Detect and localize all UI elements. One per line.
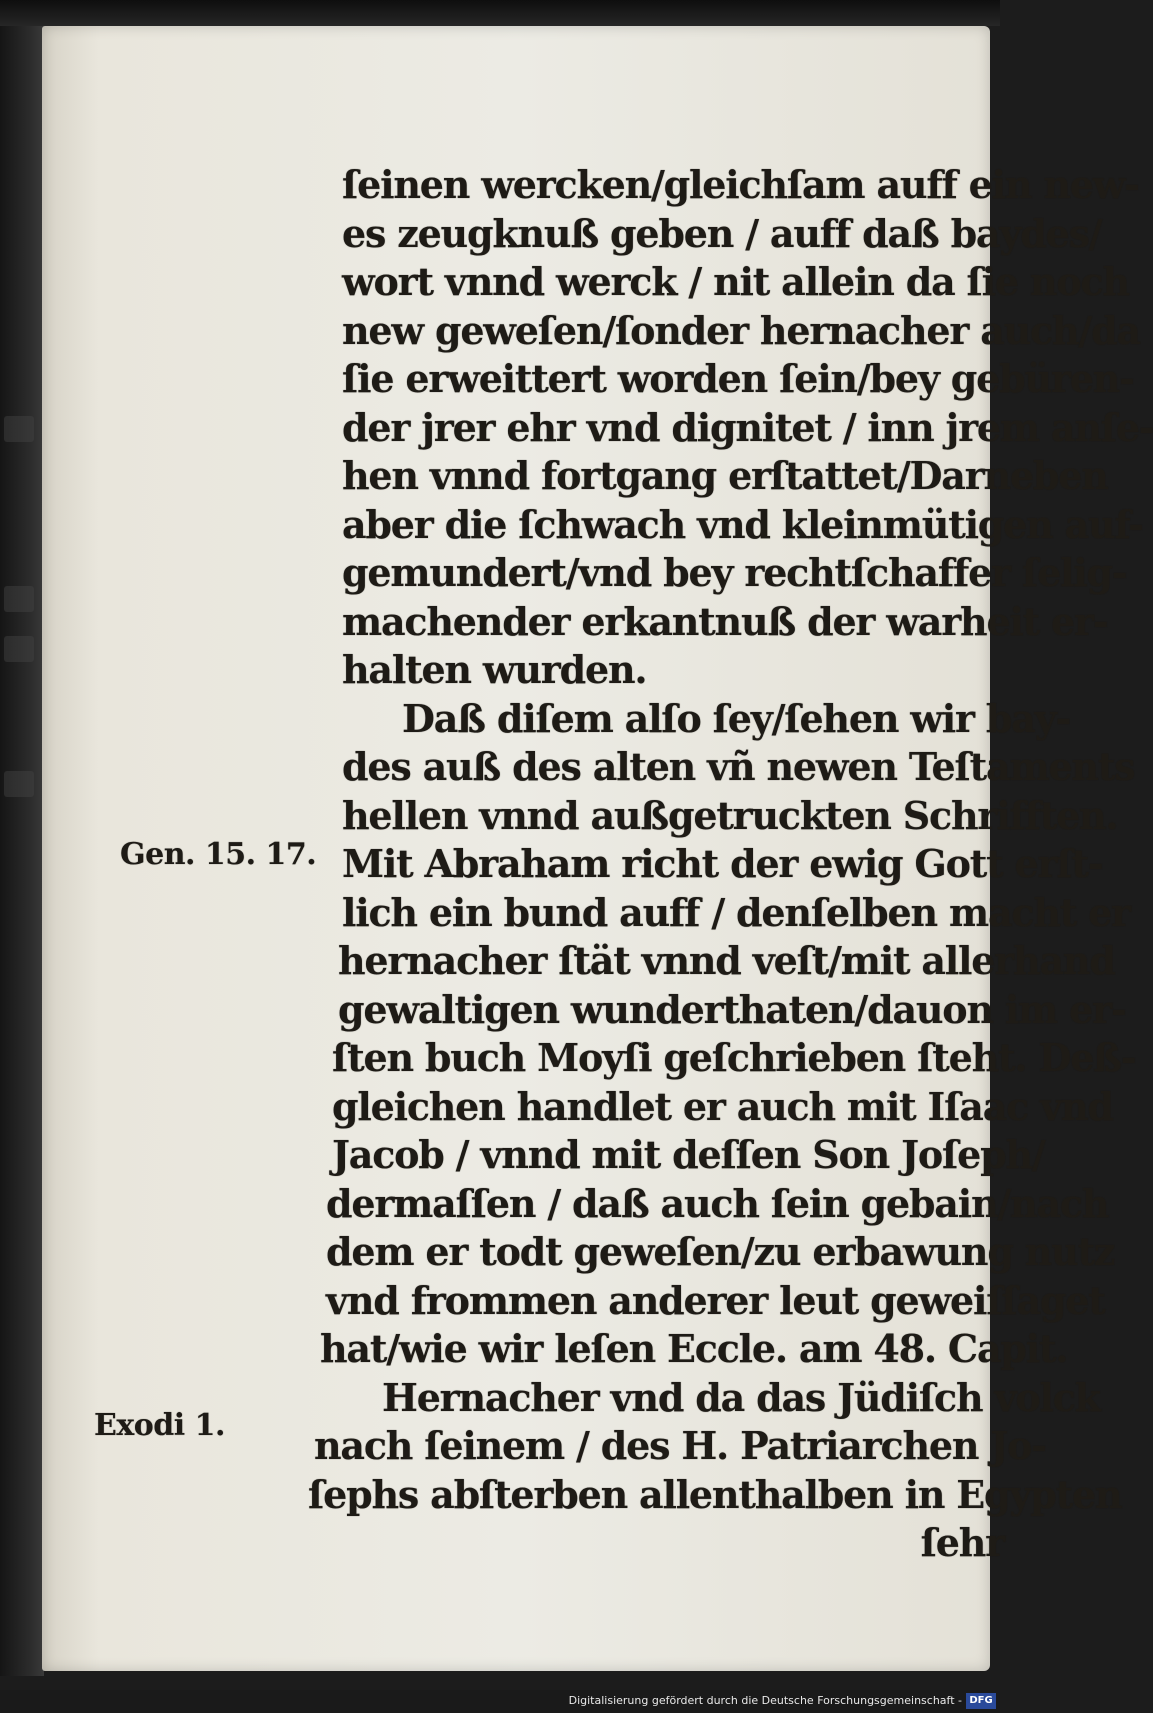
- text-line: hellen vnnd außgetruckten Schrifften.: [342, 792, 1118, 838]
- text-line: halten wurden.: [342, 647, 647, 692]
- text-line: dermaſſen / daß auch ſein gebain/nach: [326, 1180, 1109, 1226]
- text-line: des auß des alten vñ newen Teſtaments: [342, 744, 1135, 789]
- edge-bleed-mark: [4, 416, 34, 442]
- text-line: hen vnnd fortgang erſtattet/Darneben: [342, 453, 1108, 498]
- edge-bleed-mark: [4, 586, 34, 612]
- text-line: vnd frommen anderer leut geweiſſaget: [326, 1277, 1105, 1323]
- body-text: [308, 161, 1153, 1568]
- text-line: Hernacher vnd da das Jüdiſch volck: [382, 1374, 1100, 1420]
- text-line: Daß diſem alſo ſey/ſehen wir bay-: [402, 695, 1071, 741]
- catchword: ſehr: [920, 1520, 1004, 1565]
- text-line: gemundert/vnd bey rechtſchaffer ſelig-: [342, 550, 1127, 595]
- edge-bleed-mark: [4, 771, 34, 797]
- edge-bleed-mark: [4, 636, 34, 662]
- text-line: der jrer ehr vnd dignitet / inn jrem anſe-: [342, 404, 1153, 450]
- scan-left-edge: [0, 26, 44, 1676]
- text-line: gleichen handlet er auch mit Iſaac vnd: [332, 1083, 1113, 1129]
- text-line: dem er todt geweſen/zu erbawung nutz: [326, 1229, 1115, 1274]
- text-line: hat/wie wir leſen Eccle. am 48. Capit.: [320, 1326, 1068, 1371]
- text-line: es zeugknuß geben / auff daß baydes/: [342, 210, 1102, 256]
- text-line: ſie erweittert worden ſein/bey gebüren-: [342, 356, 1134, 401]
- text-line: ſephs abſterben allenthalben in Egypten: [308, 1471, 1122, 1517]
- text-line: ſten buch Moyſi geſchrieben ſteht. Deß-: [332, 1035, 1136, 1080]
- footer-credit: Digitalisierung gefördert durch die Deutsche Forschungsgemeinschaft -: [568, 1694, 962, 1707]
- text-line: hernacher ſtät vnnd veſt/mit allerhand: [338, 938, 1115, 983]
- text-line: aber die ſchwach vnd kleinmütigen auf-: [342, 501, 1143, 547]
- text-line: Mit Abraham richt der ewig Gott erſt-: [342, 841, 1103, 886]
- dfg-logo: DFG: [966, 1693, 996, 1709]
- text-line: new geweſen/ſonder hernacher auch/da: [342, 307, 1140, 353]
- text-line: nach ſeinem / des H. Patriarchen Jo-: [314, 1423, 1046, 1468]
- digitization-footer: [0, 1690, 1000, 1713]
- margin-note-genesis: Gen. 15. 17.: [120, 837, 317, 872]
- text-line: ſeinen wercken/gleichſam auff ein new-: [342, 162, 1139, 207]
- scan-top-edge: [0, 0, 1000, 26]
- text-line: machender erkantnuß der warheit er-: [342, 598, 1108, 644]
- text-line: gewaltigen wunderthaten/dauon im er-: [338, 986, 1126, 1032]
- text-line: Jacob / vnnd mit deſſen Son Joſeph/: [332, 1132, 1045, 1177]
- margin-note-exodus: Exodi 1.: [94, 1408, 225, 1443]
- text-line: wort vnnd werck / nit allein da ſie noch: [342, 259, 1129, 304]
- text-line: lich ein bund auff / denſelben macht er: [342, 889, 1130, 935]
- book-page: [42, 26, 1153, 1671]
